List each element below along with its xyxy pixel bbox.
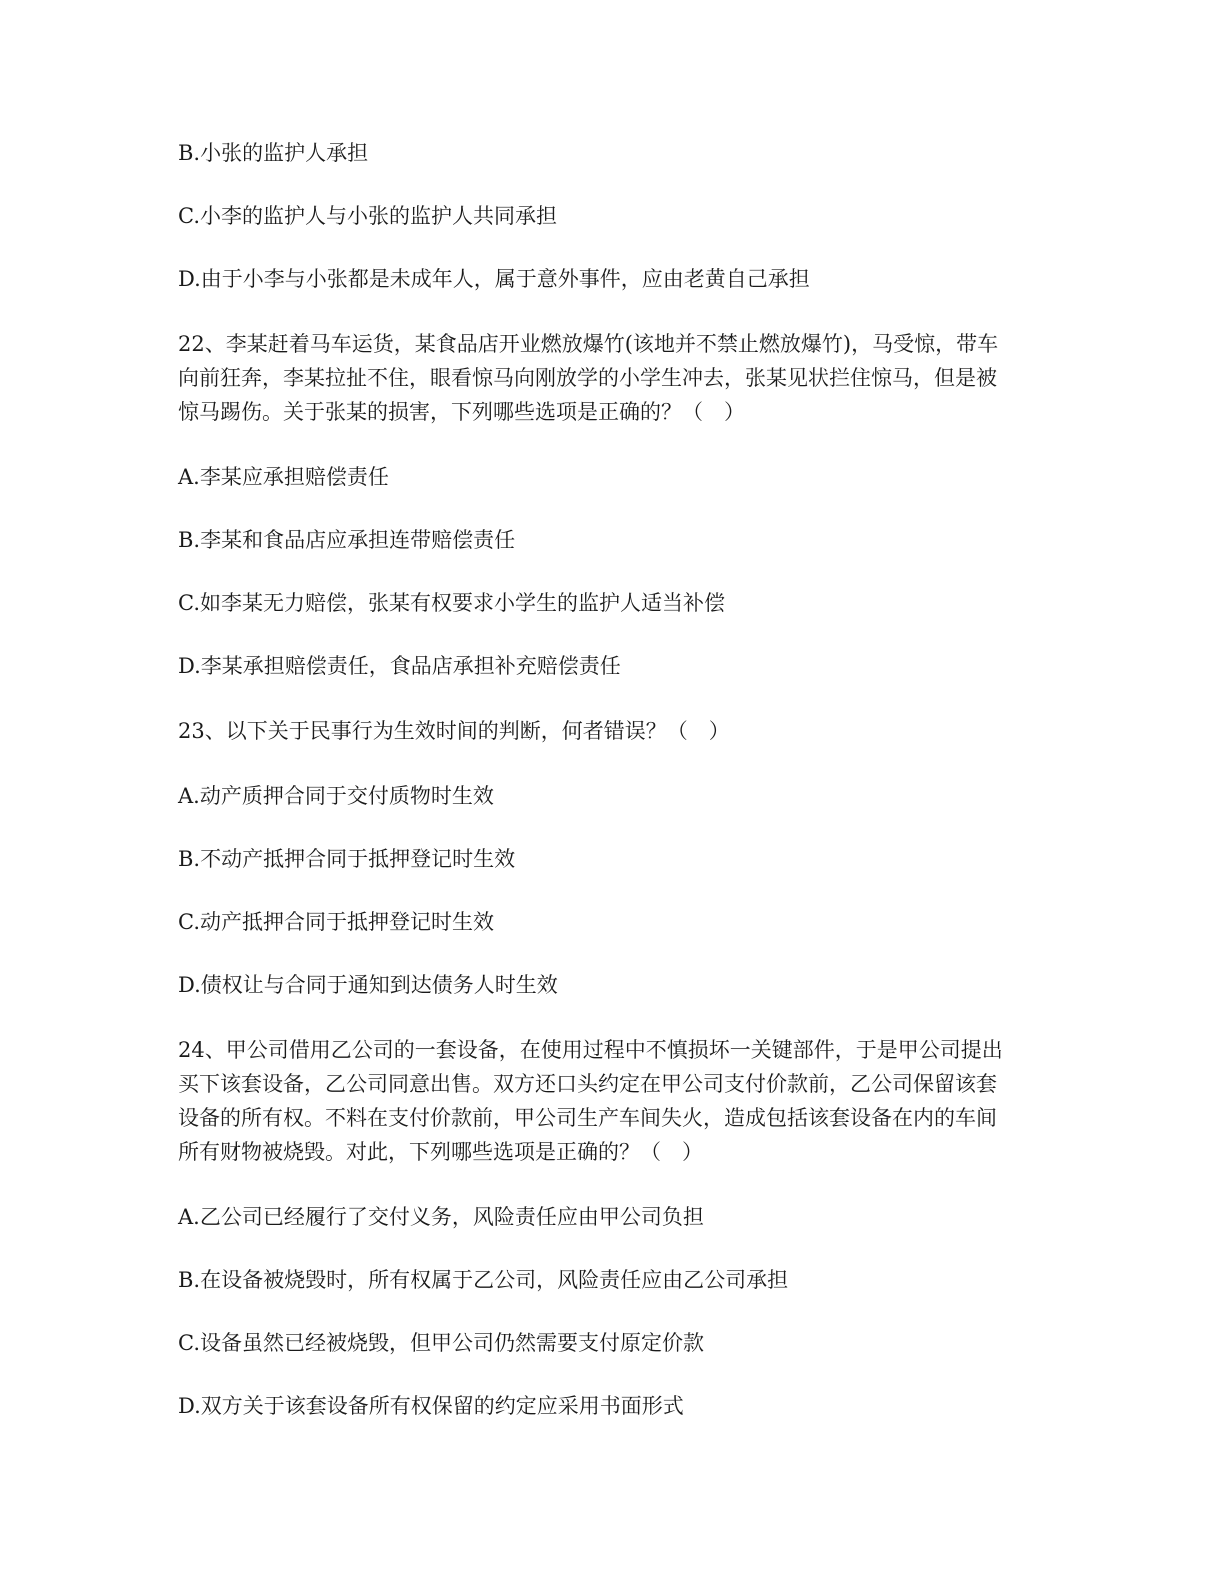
- option-d-prev: D.由于小李与小张都是未成年人，属于意外事件，应由老黄自己承担: [178, 267, 810, 291]
- question-23-line: 23、以下关于民事行为生效时间的判断，何者错误？（ ）: [178, 719, 730, 743]
- question-24-line: 设备的所有权。不料在支付价款前，甲公司生产车间失火，造成包括该套设备在内的车间: [178, 1106, 997, 1130]
- question-22-option-b: B.李某和食品店应承担连带赔偿责任: [178, 528, 516, 552]
- question-23-option-b: B.不动产抵押合同于抵押登记时生效: [178, 847, 516, 871]
- question-23-option-a: A.动产质押合同于交付质物时生效: [178, 784, 494, 808]
- question-22: [178, 327, 1038, 429]
- question-23-option-c: C.动产抵押合同于抵押登记时生效: [178, 910, 494, 934]
- question-22-line: 22、李某赶着马车运货，某食品店开业燃放爆竹(该地并不禁止燃放爆竹)，马受惊，带车: [178, 332, 999, 356]
- question-22-option-c: C.如李某无力赔偿，张某有权要求小学生的监护人适当补偿: [178, 591, 725, 615]
- question-22-line: 惊马踢伤。关于张某的损害，下列哪些选项是正确的？（ ）: [178, 400, 745, 424]
- question-24-line: 24、甲公司借用乙公司的一套设备，在使用过程中不慎损坏一关键部件，于是甲公司提出: [178, 1038, 1003, 1062]
- question-23: [178, 714, 1038, 748]
- question-24-line: 所有财物被烧毁。对此，下列哪些选项是正确的？（ ）: [178, 1140, 703, 1164]
- option-b-prev: B.小张的监护人承担: [178, 141, 369, 165]
- question-24-option-b: B.在设备被烧毁时，所有权属于乙公司，风险责任应由乙公司承担: [178, 1268, 789, 1292]
- question-22-option-d: D.李某承担赔偿责任，食品店承担补充赔偿责任: [178, 654, 621, 678]
- question-24-option-c: C.设备虽然已经被烧毁，但甲公司仍然需要支付原定价款: [178, 1331, 704, 1355]
- question-22-option-a: A.李某应承担赔偿责任: [178, 465, 389, 489]
- question-22-line: 向前狂奔，李某拉扯不住，眼看惊马向刚放学的小学生冲去，张某见状拦住惊马，但是被: [178, 366, 997, 390]
- option-c-prev: C.小李的监护人与小张的监护人共同承担: [178, 204, 557, 228]
- question-24-line: 买下该套设备，乙公司同意出售。双方还口头约定在甲公司支付价款前，乙公司保留该套: [178, 1072, 997, 1096]
- question-24-option-a: A.乙公司已经履行了交付义务，风险责任应由甲公司负担: [178, 1205, 704, 1229]
- question-24: [178, 1033, 1038, 1169]
- question-24-option-d: D.双方关于该套设备所有权保留的约定应采用书面形式: [178, 1394, 684, 1418]
- question-23-option-d: D.债权让与合同于通知到达债务人时生效: [178, 973, 558, 997]
- document-page: [178, 138, 1038, 1454]
